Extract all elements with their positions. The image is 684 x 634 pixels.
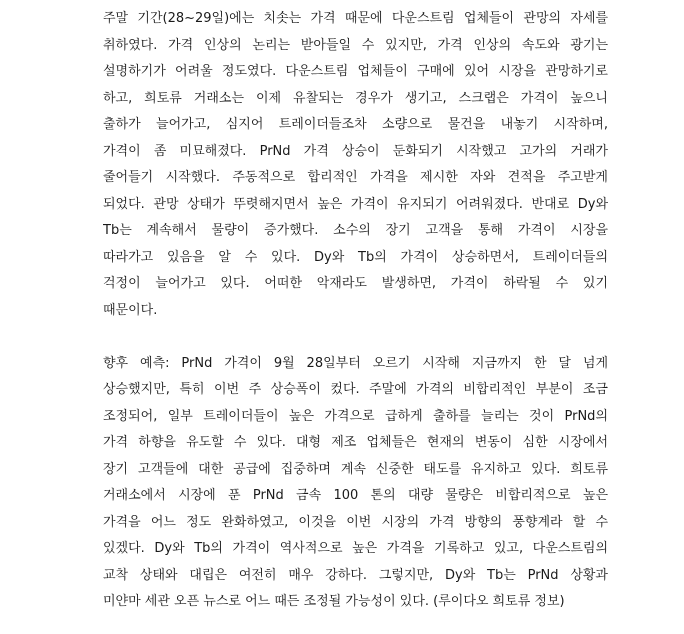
text-line: 향후 예측: PrNd 가격이 9월 28일부터 오르기 시작해 지금까지 한 달 넘게 bbox=[103, 355, 608, 371]
text-line: 때문이다. bbox=[103, 302, 158, 318]
text-line: 가격 하향을 유도할 수 있다. 대형 제조 업체들은 현재의 변동이 심한 시장에서 bbox=[103, 435, 608, 450]
text-line: 설명하기가 어려울 정도였다. 다운스트림 업체들이 구매에 있어 시장을 관망하기로 bbox=[103, 64, 608, 79]
text-line: 가격을 어느 정도 완화하였고, 이것을 이번 시장의 가격 방향의 풍향계라 할 수 bbox=[103, 514, 608, 530]
text-line: 조정되어, 일부 트레이더들이 높은 가격으로 급하게 출하를 늘리는 것이 PrNd의 bbox=[103, 408, 608, 424]
text-line: 미얀마 세관 오픈 뉴스로 어느 때든 조정될 가능성이 있다. (루이다오 희토류 정보) bbox=[103, 594, 565, 609]
text-line: 교착 상태와 대립은 여전히 매우 강하다. 그렇지만, Dy와 Tb는 PrNd 상황과 bbox=[103, 567, 608, 583]
text-line: 하고, 희토류 거래소는 이제 유찰되는 경우가 생기고, 스크랩은 가격이 높으니 bbox=[103, 90, 608, 106]
text-line: 줄어들기 시작했다. 주동적으로 합리적인 가격을 제시한 자와 견적을 주고받게 bbox=[103, 170, 608, 185]
text-line: Tb는 계속해서 물량이 증가했다. 소수의 장기 고객을 통해 가격이 시장을 bbox=[103, 223, 608, 238]
text-line: 있겠다. Dy와 Tb의 가격이 역사적으로 높은 가격을 기록하고 있고, 다운스트림의 bbox=[103, 541, 608, 556]
text-line: 되었다. 관망 상태가 뚜렷해지면서 높은 가격이 유지되기 어려워졌다. 반대로 Dy와 bbox=[103, 196, 608, 212]
paragraph-forecast bbox=[103, 351, 608, 616]
text-line: 출하가 늘어가고, 심지어 트레이더들조차 소량으로 물건을 내놓기 시작하며, bbox=[103, 117, 608, 132]
text-line: 걱정이 늘어가고 있다. 어떠한 악재라도 발생하면, 가격이 하락될 수 있기 bbox=[103, 276, 608, 291]
paragraph-market-status bbox=[103, 6, 608, 324]
text-line: 가격이 좀 미묘해졌다. PrNd 가격 상승이 둔화되기 시작했고 고가의 거래가 bbox=[103, 143, 608, 159]
text-line: 장기 고객들에 대한 공급에 집중하며 계속 신중한 태도를 유지하고 있다. 희토류 bbox=[103, 461, 608, 477]
document-body bbox=[103, 6, 608, 616]
text-line: 따라가고 있음을 알 수 있다. Dy와 Tb의 가격이 상승하면서, 트레이더들의 bbox=[103, 249, 608, 265]
text-line: 거래소에서 시장에 푼 PrNd 금속 100 톤의 대량 물량은 비합리적으로 높은 bbox=[103, 488, 608, 503]
text-line: 주말 기간(28~29일)에는 치솟는 가격 때문에 다운스트림 업체들이 관망의 자세를 bbox=[103, 11, 608, 26]
paragraph-spacer bbox=[103, 324, 608, 351]
text-line: 상승했지만, 특히 이번 주 상승폭이 컸다. 주말에 가격의 비합리적인 부분이 조금 bbox=[103, 382, 608, 397]
text-line: 취하였다. 가격 인상의 논리는 받아들일 수 있지만, 가격 인상의 속도와 광기는 bbox=[103, 37, 608, 53]
